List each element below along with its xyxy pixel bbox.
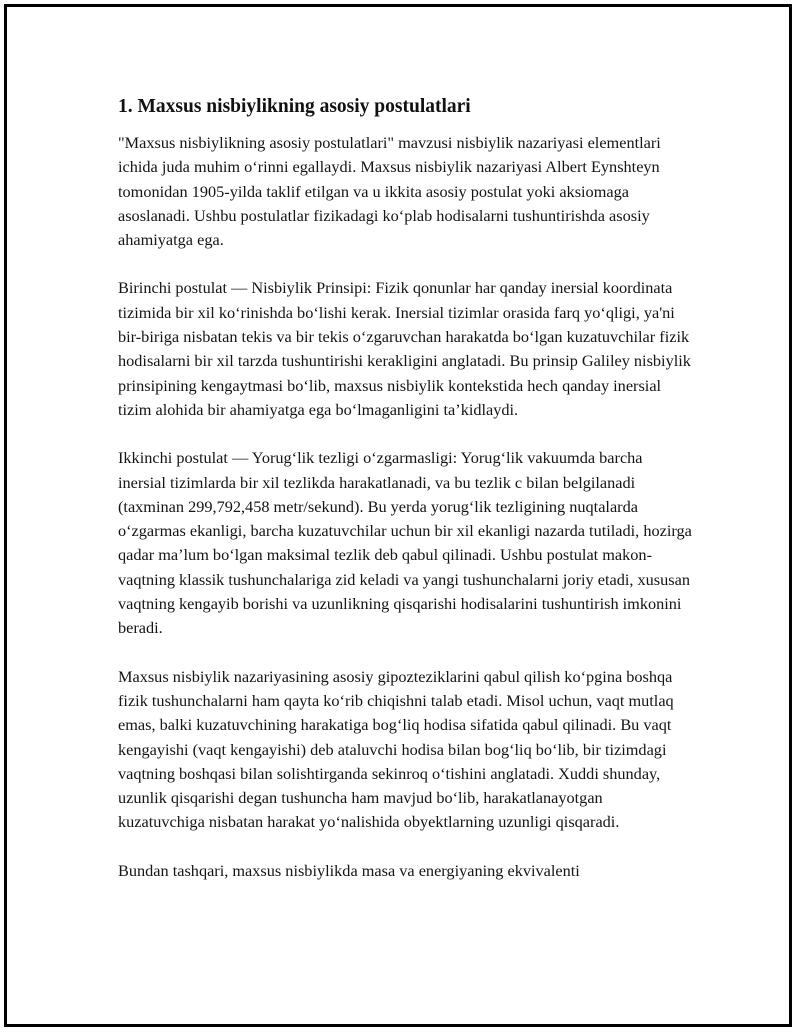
paragraph-mass-energy: Bundan tashqari, maxsus nisbiylikda masa va energiyaning ekvivalenti [118,860,580,880]
paragraph-consequences: Maxsus nisbiylik nazariyasining asosiy gipozteziklarini qabul qilish koʻpgina boshqa fizik tushunchalarni ham qayta koʻrib chiqishni talab etadi. Misol uchun, vaqt mutlaq emas, balki kuzatuvchining harakatiga bogʻliq hodisa sifatida qabul qilinadi. Bu vaqt kengayishi (vaqt kengayishi) deb ataluvchi hodisa bilan bogʻliq boʻlib, bir tizimdagi vaqtning boshqasi bilan solishtirganda sekinroq oʻtishini anglatadi. Xuddi shunday, uzunlik qisqarishi degan tushuncha ham mavjud boʻlib, harakatlanayotgan kuzatuvchiga nisbatan harakat yoʻnalishida obyektlarning uzunligi qisqaradi. [118,666,674,832]
paragraph-second-postulate: Ikkinchi postulat — Yorugʻlik tezligi oʻzgarmasligi: Yorugʻlik vakuumda barcha inersial tizimlarda bir xil tezlikda harakatlanadi, va bu tezlik c bilan belgilanadi (taxminan 299,792,458 metr/sekund). Bu yerda yorugʻlik tezligining nuqtalarda oʻzgarmas ekanligi, barcha kuzatuvchilar uchun bir xil ekanligi nazarda tutiladi, hozirga qadar maʼlum boʻlgan maksimal tezlik deb qabul qilinadi. Ushbu postulat makon-vaqtning klassik tushunchalariga zid keladi va yangi tushunchalarni joriy etadi, xususan vaqtning kengayib borishi va uzunlikning qisqarishi hodisalarini tushuntirish imkonini beradi. [118,448,692,638]
document-body [118,95,693,907]
section-heading: 1. Maxsus nisbiylikning asosiy postulatlari [118,96,471,117]
paragraph-first-postulate: Birinchi postulat — Nisbiylik Prinsipi: Fizik qonunlar har qanday inersial koordinata tizimida bir xil koʻrinishda boʻlishi kerak. Inersial tizimlar orasida farq yoʻqligi, ya'ni bir-biriga nisbatan tekis va bir tekis oʻzgaruvchan harakatda boʻlgan kuzatuvchilar fizik hodisalarni bir xil tarzda tushuntirishi kerakligini anglatadi. Bu prinsip Galiley nisbiylik prinsipining kengaytmasi boʻlib, maxsus nisbiylik kontekstida hech qanday inersial tizim alohida bir ahamiyatga ega boʻlmaganligini taʼkidlaydi. [118,278,691,419]
paragraph-intro: "Maxsus nisbiylikning asosiy postulatlari" mavzusi nisbiylik nazariyasi elementlari ichida juda muhim oʻrinni egallaydi. Maxsus nisbiylik nazariyasi Albert Eynshteyn tomonidan 1905-yilda taklif etilgan va u ikkita asosiy postulat yoki aksiomaga asoslanadi. Ushbu postulatlar fizikadagi koʻplab hodisalarni tushuntirishda asosiy ahamiyatga ega. [118,133,661,250]
